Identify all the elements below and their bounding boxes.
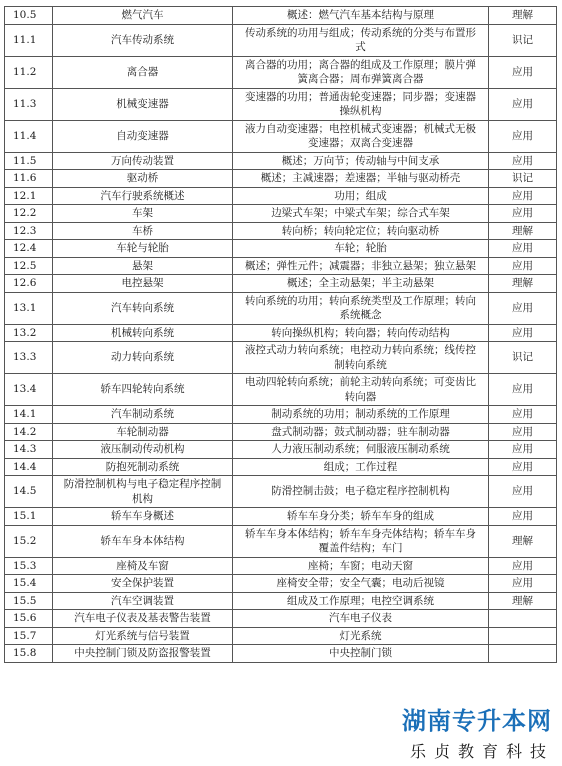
cell-topic: 防抱死制动系统: [53, 458, 233, 476]
cell-level: 应用: [489, 120, 557, 152]
cell-content: 概述：燃气汽车基本结构与原理: [233, 7, 489, 25]
cell-number: 15.5: [5, 592, 53, 610]
cell-content: 概述；全主动悬架；半主动悬架: [233, 275, 489, 293]
cell-content: 车轮；轮胎: [233, 240, 489, 258]
table-row: [5, 557, 557, 575]
cell-number: 14.5: [5, 476, 53, 508]
cell-level: 应用: [489, 423, 557, 441]
cell-topic: 轿车车身概述: [53, 508, 233, 526]
table-row: [5, 508, 557, 526]
cell-content: 传动系统的功用与组成；传动系统的分类与布置形 式: [233, 24, 489, 56]
cell-content: 转向桥；转向轮定位；转向驱动桥: [233, 222, 489, 240]
cell-topic: 万向传动装置: [53, 152, 233, 170]
table-row: [5, 7, 557, 25]
cell-level: 应用: [489, 374, 557, 406]
cell-content: 人力液压制动系统；伺服液压制动系统: [233, 441, 489, 459]
cell-content: 边梁式车架；中梁式车架；综合式车架: [233, 205, 489, 223]
cell-number: 11.5: [5, 152, 53, 170]
table-row: [5, 170, 557, 188]
cell-topic: 悬架: [53, 257, 233, 275]
cell-topic: 轿车四轮转向系统: [53, 374, 233, 406]
cell-content: 制动系统的功用；制动系统的工作原理: [233, 406, 489, 424]
cell-content: 组成及工作原理；电控空调系统: [233, 592, 489, 610]
cell-number: 11.6: [5, 170, 53, 188]
cell-content: 概述；弹性元件；减震器；非独立悬架；独立悬架: [233, 257, 489, 275]
table-row: [5, 240, 557, 258]
table-row: [5, 24, 557, 56]
cell-topic: 汽车传动系统: [53, 24, 233, 56]
table-row: [5, 592, 557, 610]
cell-topic: 驱动桥: [53, 170, 233, 188]
cell-number: 13.2: [5, 324, 53, 342]
cell-level: 应用: [489, 458, 557, 476]
table-row: [5, 222, 557, 240]
cell-content: 中央控制门锁: [233, 645, 489, 663]
cell-level: 理解: [489, 525, 557, 557]
cell-level: 应用: [489, 187, 557, 205]
cell-number: 14.3: [5, 441, 53, 459]
cell-topic: 灯光系统与信号装置: [53, 627, 233, 645]
cell-level: 识记: [489, 24, 557, 56]
cell-content: 电动四轮转向系统；前轮主动转向系统；可变齿比 转向器: [233, 374, 489, 406]
cell-level: 应用: [489, 56, 557, 88]
table-row: [5, 458, 557, 476]
table-row: [5, 374, 557, 406]
table-row: [5, 88, 557, 120]
cell-number: 12.6: [5, 275, 53, 293]
cell-level: 应用: [489, 205, 557, 223]
cell-topic: 防滑控制机构与电子稳定程序控制 机构: [53, 476, 233, 508]
cell-topic: 车轮制动器: [53, 423, 233, 441]
cell-level: 应用: [489, 292, 557, 324]
table-row: [5, 342, 557, 374]
table-row: [5, 56, 557, 88]
cell-content: 转向系统的功用；转向系统类型及工作原理；转向 系统概念: [233, 292, 489, 324]
cell-number: 13.4: [5, 374, 53, 406]
cell-topic: 车架: [53, 205, 233, 223]
cell-number: 15.3: [5, 557, 53, 575]
table-row: [5, 205, 557, 223]
cell-topic: 座椅及车窗: [53, 557, 233, 575]
table-row: [5, 292, 557, 324]
table-row: [5, 423, 557, 441]
cell-number: 10.5: [5, 7, 53, 25]
cell-content: 座椅安全带；安全气囊；电动后视镜: [233, 575, 489, 593]
cell-number: 11.2: [5, 56, 53, 88]
cell-content: 盘式制动器；鼓式制动器；驻车制动器: [233, 423, 489, 441]
cell-level: 应用: [489, 88, 557, 120]
cell-number: 15.7: [5, 627, 53, 645]
cell-number: 15.4: [5, 575, 53, 593]
cell-number: 15.2: [5, 525, 53, 557]
cell-level: [489, 610, 557, 628]
cell-number: 12.3: [5, 222, 53, 240]
cell-topic: 电控悬架: [53, 275, 233, 293]
cell-content: 灯光系统: [233, 627, 489, 645]
cell-topic: 安全保护装置: [53, 575, 233, 593]
cell-number: 11.1: [5, 24, 53, 56]
cell-content: 汽车电子仪表: [233, 610, 489, 628]
cell-number: 15.1: [5, 508, 53, 526]
cell-level: 应用: [489, 508, 557, 526]
cell-level: 理解: [489, 275, 557, 293]
cell-number: 14.4: [5, 458, 53, 476]
cell-level: 应用: [489, 557, 557, 575]
table-row: [5, 275, 557, 293]
cell-topic: 液压制动传动机构: [53, 441, 233, 459]
cell-number: 14.2: [5, 423, 53, 441]
cell-topic: 机械转向系统: [53, 324, 233, 342]
cell-number: 15.8: [5, 645, 53, 663]
cell-level: 应用: [489, 406, 557, 424]
table-row: [5, 187, 557, 205]
cell-topic: 动力转向系统: [53, 342, 233, 374]
table-row: [5, 120, 557, 152]
table-row: [5, 525, 557, 557]
cell-content: 组成；工作过程: [233, 458, 489, 476]
cell-level: 理解: [489, 592, 557, 610]
cell-level: 理解: [489, 7, 557, 25]
cell-topic: 中央控制门锁及防盗报警装置: [53, 645, 233, 663]
cell-number: 12.2: [5, 205, 53, 223]
cell-level: 应用: [489, 257, 557, 275]
cell-content: 液力自动变速器；电控机械式变速器；机械式无极 变速器；双离合变速器: [233, 120, 489, 152]
cell-number: 12.1: [5, 187, 53, 205]
table-body: [5, 7, 557, 663]
cell-topic: 自动变速器: [53, 120, 233, 152]
cell-content: 转向操纵机构；转向器；转向传动结构: [233, 324, 489, 342]
table-row: [5, 627, 557, 645]
cell-topic: 离合器: [53, 56, 233, 88]
cell-topic: 汽车制动系统: [53, 406, 233, 424]
watermark-title: 湖南专升本网: [402, 707, 552, 735]
cell-number: 13.1: [5, 292, 53, 324]
cell-topic: 燃气汽车: [53, 7, 233, 25]
cell-content: 防滑控制击鼓；电子稳定程序控制机构: [233, 476, 489, 508]
cell-number: 15.6: [5, 610, 53, 628]
cell-number: 11.3: [5, 88, 53, 120]
table-row: [5, 441, 557, 459]
cell-level: [489, 645, 557, 663]
cell-content: 座椅；车窗；电动天窗: [233, 557, 489, 575]
cell-topic: 汽车电子仪表及基表警告装置: [53, 610, 233, 628]
cell-level: 识记: [489, 342, 557, 374]
cell-number: 13.3: [5, 342, 53, 374]
cell-level: 应用: [489, 575, 557, 593]
table-row: [5, 406, 557, 424]
cell-number: 12.4: [5, 240, 53, 258]
cell-level: 应用: [489, 240, 557, 258]
table-row: [5, 575, 557, 593]
cell-number: 12.5: [5, 257, 53, 275]
cell-level: 识记: [489, 170, 557, 188]
cell-topic: 轿车车身本体结构: [53, 525, 233, 557]
cell-level: [489, 627, 557, 645]
cell-content: 变速器的功用；普通齿轮变速器；同步器；变速器 操纵机构: [233, 88, 489, 120]
table-row: [5, 610, 557, 628]
cell-level: 理解: [489, 222, 557, 240]
table-row: [5, 476, 557, 508]
cell-topic: 机械变速器: [53, 88, 233, 120]
cell-level: 应用: [489, 152, 557, 170]
cell-content: 轿车车身分类；轿车车身的组成: [233, 508, 489, 526]
table-row: [5, 257, 557, 275]
table-row: [5, 324, 557, 342]
table-row: [5, 645, 557, 663]
cell-content: 轿车车身本体结构；轿车车身壳体结构；轿车车身 覆盖件结构；车门: [233, 525, 489, 557]
cell-number: 14.1: [5, 406, 53, 424]
cell-topic: 车桥: [53, 222, 233, 240]
cell-content: 概述；主减速器；差速器；半轴与驱动桥壳: [233, 170, 489, 188]
syllabus-table: [4, 6, 557, 663]
cell-content: 液控式动力转向系统；电控动力转向系统；线传控 制转向系统: [233, 342, 489, 374]
watermark-subtitle: 乐贞教育科技: [409, 742, 554, 761]
watermark-logo: [366, 704, 562, 766]
cell-content: 概述；万向节；传动轴与中间支承: [233, 152, 489, 170]
cell-topic: 汽车转向系统: [53, 292, 233, 324]
cell-level: 应用: [489, 324, 557, 342]
cell-content: 离合器的功用；离合器的组成及工作原理；膜片弹 簧离合器；周布弹簧离合器: [233, 56, 489, 88]
table-row: [5, 152, 557, 170]
cell-level: 应用: [489, 441, 557, 459]
cell-topic: 汽车空调装置: [53, 592, 233, 610]
cell-topic: 车轮与轮胎: [53, 240, 233, 258]
cell-topic: 汽车行驶系统概述: [53, 187, 233, 205]
cell-content: 功用；组成: [233, 187, 489, 205]
cell-level: 应用: [489, 476, 557, 508]
cell-number: 11.4: [5, 120, 53, 152]
